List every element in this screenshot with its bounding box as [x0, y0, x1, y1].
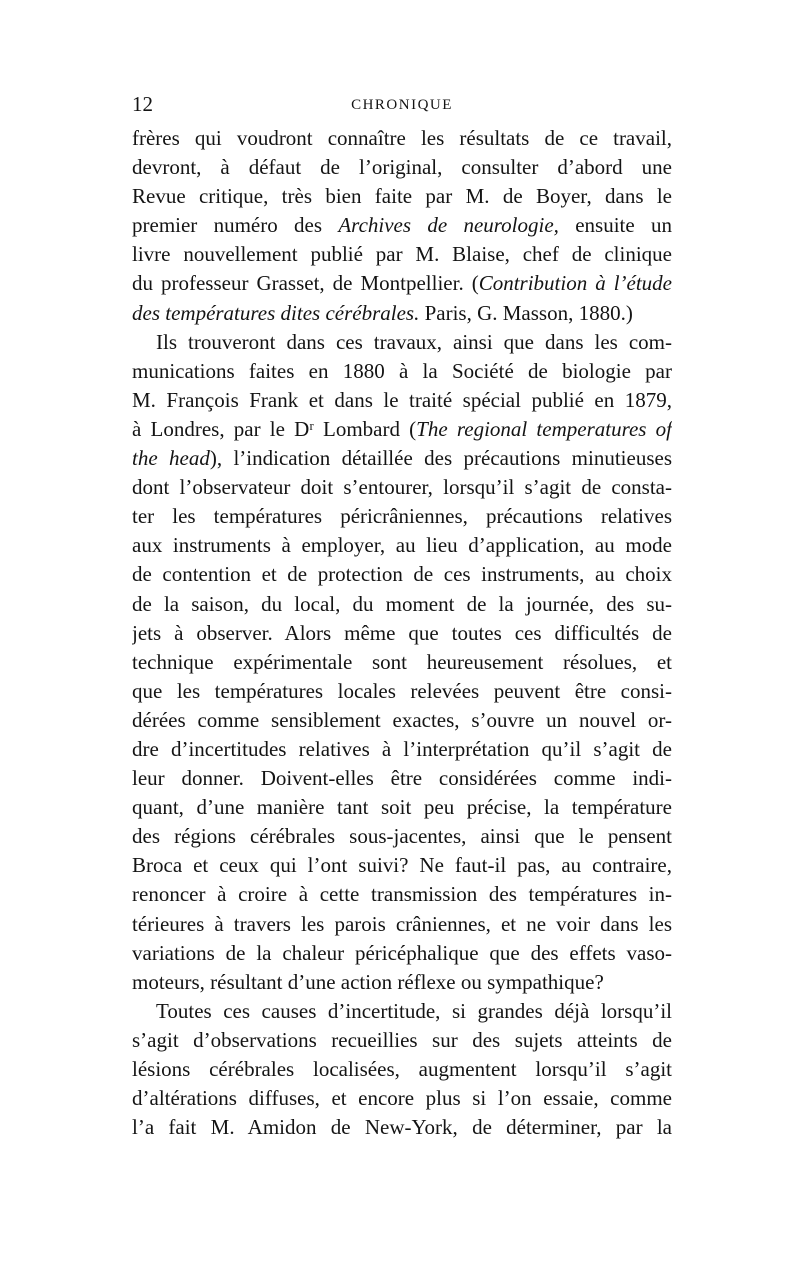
text-line — [132, 153, 672, 182]
text-segment: que les températures locales relevées peuvent être consi- — [132, 678, 672, 703]
italic-text: des températures dites cérébrales. — [132, 300, 420, 325]
text-line — [132, 590, 672, 619]
text-line — [132, 211, 672, 240]
text-line — [132, 269, 672, 298]
text-segment: de la saison, du local, du moment de la journée, des su- — [132, 591, 672, 616]
text-line — [132, 1113, 672, 1142]
text-line — [132, 415, 672, 444]
text-segment: dont l’observateur doit s’entourer, lorsqu’il s’agit de consta- — [132, 475, 672, 500]
text-line — [132, 502, 672, 531]
text-segment: dérées comme sensiblement exactes, s’ouvre un nouvel or- — [132, 707, 672, 732]
text-line — [132, 240, 672, 269]
text-segment: aux instruments à employer, au lieu d’application, au mode — [132, 533, 672, 558]
text-segment: quant, d’une manière tant soit peu précise, la température — [132, 795, 672, 820]
text-line — [132, 299, 672, 328]
text-line — [132, 822, 672, 851]
text-segment: renoncer à croire à cette transmission des températures in- — [132, 882, 672, 907]
text-line — [132, 997, 672, 1026]
text-line — [132, 910, 672, 939]
text-segment: munications faites en 1880 à la Société de biologie par — [132, 358, 672, 383]
text-segment: à Londres, par le Dʳ Lombard ( — [132, 416, 417, 441]
page-number: 12 — [132, 92, 153, 116]
body-text — [132, 124, 672, 1142]
text-line — [132, 357, 672, 386]
text-segment: lésions cérébrales localisées, augmentent lorsqu’il s’agit — [132, 1057, 672, 1081]
text-segment: variations de la chaleur péricéphalique que des effets vaso- — [132, 940, 672, 965]
text-segment: de contention et de protection de ces instruments, au choix — [132, 562, 672, 587]
text-line — [132, 619, 672, 648]
text-segment: térieures à travers les parois crâniennes, et ne voir dans les — [132, 911, 672, 936]
text-segment: Paris, G. Masson, 1880.) — [419, 300, 633, 325]
italic-text: The regional temperatures of — [416, 416, 672, 441]
text-segment: moteurs, résultant d’une action réflexe ou sympathique? — [132, 969, 604, 994]
text-line — [132, 328, 672, 357]
text-segment: leur donner. Doivent-elles être considérées comme indi- — [132, 766, 672, 791]
text-segment: ensuite un — [558, 213, 672, 238]
text-line — [132, 880, 672, 909]
text-segment: du professeur Grasset, de Montpellier. ( — [132, 271, 479, 296]
text-segment: d’altérations diffuses, et encore plus si l’on essaie, comme — [132, 1086, 672, 1111]
text-line — [132, 182, 672, 211]
text-segment: des régions cérébrales sous-jacentes, ainsi que le pensent — [132, 824, 672, 849]
italic-text: the head — [132, 446, 210, 471]
text-segment: devront, à défaut de l’original, consulter d’abord une — [132, 155, 672, 180]
text-line — [132, 444, 672, 473]
text-segment: l’a fait M. Amidon de New-York, de déterminer, par la — [132, 1115, 672, 1140]
text-segment: Toutes ces causes d’incertitude, si grandes déjà lorsqu’il — [156, 998, 672, 1023]
text-line — [132, 735, 672, 764]
text-segment: ), l’indication détaillée des précautions minutieuses — [209, 446, 672, 471]
text-line — [132, 473, 672, 502]
text-segment: technique expérimentale sont heureusement résolues, et — [132, 649, 672, 674]
text-segment: dre d’incertitudes relatives à l’interprétation qu’il s’agit de — [132, 736, 672, 761]
text-segment: ter les températures péricrâniennes, précautions relatives — [132, 504, 672, 529]
text-segment: Revue critique, très bien faite par M. de Boyer, dans le — [132, 184, 672, 209]
text-segment: Broca et ceux qui l’ont suivi? Ne faut-il pas, au contraire, — [132, 853, 672, 878]
text-line — [132, 1026, 672, 1055]
text-line — [132, 793, 672, 822]
text-line — [132, 677, 672, 706]
text-segment: premier numéro des — [132, 213, 339, 238]
text-segment: s’agit d’observations recueillies sur des sujets atteints de — [132, 1027, 672, 1052]
page-header — [132, 92, 672, 116]
text-line — [132, 124, 672, 153]
text-line — [132, 648, 672, 677]
text-segment: frères qui voudront connaître les résultats de ce travail, — [132, 126, 672, 150]
italic-text: Archives de neurologie, — [338, 213, 559, 238]
text-segment: Ils trouveront dans ces travaux, ainsi que dans les com- — [156, 329, 672, 354]
text-line — [132, 560, 672, 589]
text-line — [132, 764, 672, 793]
running-head: CHRONIQUE — [351, 97, 453, 113]
text-line — [132, 968, 672, 997]
text-line — [132, 1084, 672, 1113]
text-line — [132, 1055, 672, 1084]
italic-text: Contribution à l’étude — [478, 271, 672, 296]
text-line — [132, 386, 672, 415]
text-segment: M. François Frank et dans le traité spécial publié en 1879, — [132, 387, 672, 412]
text-segment: jets à observer. Alors même que toutes ces difficultés de — [132, 620, 672, 645]
text-segment: livre nouvellement publié par M. Blaise, chef de clinique — [132, 242, 672, 267]
text-line — [132, 939, 672, 968]
text-line — [132, 531, 672, 560]
text-line — [132, 706, 672, 735]
text-line — [132, 851, 672, 880]
